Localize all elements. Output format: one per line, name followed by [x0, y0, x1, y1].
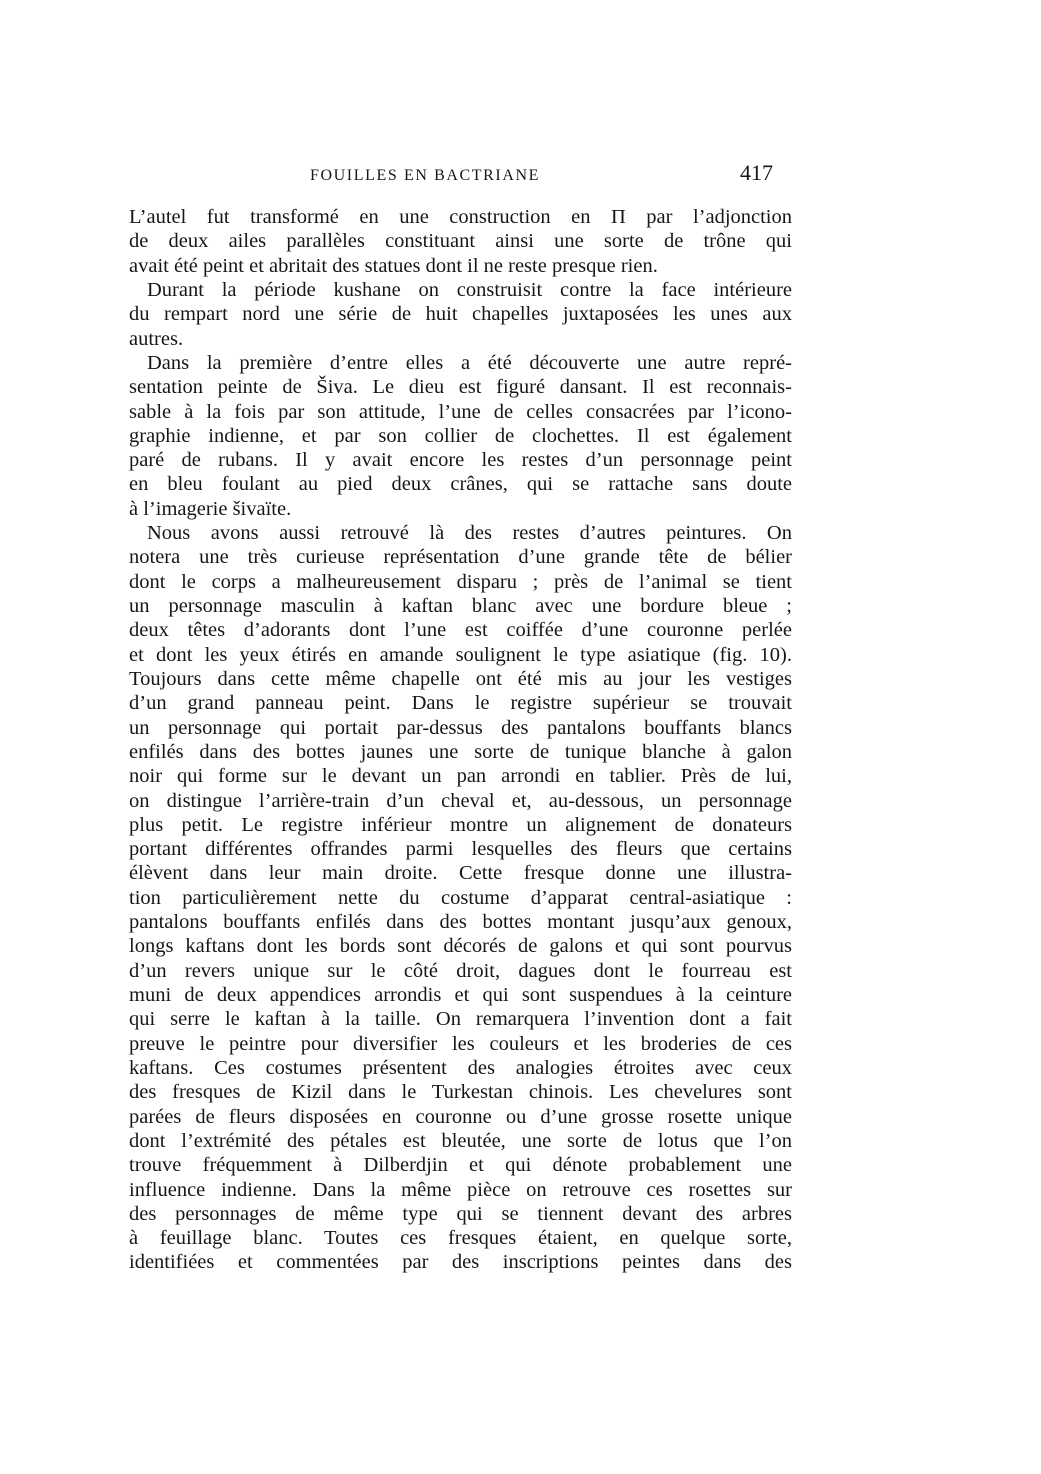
text-line: graphie indienne, et par son collier de clochettes. Il est également [129, 424, 792, 447]
text-line: L’autel fut transformé en une construction en Π par l’adjonction [129, 206, 792, 228]
text-line: de deux ailes parallèles constituant ainsi une sorte de trône qui [129, 230, 792, 253]
body-text [129, 205, 792, 1275]
text-line: muni de deux appendices arrondis et qui sont suspendues à la ceinture [129, 984, 792, 1006]
text-line: des fresques de Kizil dans le Turkestan chinois. Les chevelures sont [129, 1081, 792, 1104]
text-line: dont le corps a malheureusement disparu ; près de l’animal se tient [129, 570, 792, 593]
text-line: portant différentes offrandes parmi lesquelles des fleurs que certains [129, 838, 792, 861]
text-line: tion particulièrement nette du costume d’apparat central-asiatique : [129, 886, 792, 909]
text-line: à feuillage blanc. Toutes ces fresques étaient, en quelque sorte, [129, 1227, 792, 1250]
page-number: 417 [740, 160, 773, 185]
text-line: en bleu foulant au pied deux crânes, qui se rattache sans doute [129, 473, 792, 496]
text-line: du rempart nord une série de huit chapelles juxtaposées les unes aux [129, 303, 792, 326]
text-line: Dans la première d’entre elles a été découverte une autre repré- [147, 351, 792, 374]
text-line: pantalons bouffants enfilés dans des bottes montant jusqu’aux genoux, [129, 911, 792, 934]
text-line: un personnage qui portait par-dessus des pantalons bouffants blancs [129, 716, 792, 739]
text-line: élèvent dans leur main droite. Cette fresque donne une illustra- [129, 862, 792, 885]
text-line: identifiées et commentées par des inscriptions peintes dans des [129, 1251, 792, 1274]
text-line: plus petit. Le registre inférieur montre un alignement de donateurs [129, 813, 792, 836]
text-line: parées de fleurs disposées en couronne ou d’une grosse rosette unique [129, 1105, 792, 1128]
text-line: preuve le peintre pour diversifier les couleurs et les broderies de ces [129, 1032, 792, 1055]
text-line: avait été peint et abritait des statues dont il ne reste presque rien. [129, 254, 658, 277]
text-line: et dont les yeux étirés en amande soulignent le type asiatique (fig. 10). [129, 643, 792, 666]
text-line: des personnages de même type qui se tiennent devant des arbres [129, 1202, 792, 1225]
text-line: un personnage masculin à kaftan blanc avec une bordure bleue ; [129, 595, 792, 617]
text-line: d’un grand panneau peint. Dans le registre supérieur se trouvait [129, 692, 792, 715]
text-line: qui serre le kaftan à la taille. On remarquera l’invention dont a fait [129, 1008, 792, 1031]
text-line: Nous avons aussi retrouvé là des restes d’autres peintures. On [147, 522, 792, 545]
text-line: Durant la période kushane on construisit contre la face intérieure [147, 278, 792, 301]
text-line: enfilés dans des bottes jaunes une sorte de tunique blanche à galon [129, 740, 792, 763]
text-line: influence indienne. Dans la même pièce on retrouve ces rosettes sur [129, 1178, 792, 1201]
running-head: FOUILLES EN BACTRIANE [310, 167, 541, 184]
text-line: noir qui forme sur le devant un pan arrondi en tablier. Près de lui, [129, 765, 792, 788]
text-line: deux têtes d’adorants dont l’une est coiffée d’une couronne perlée [129, 619, 792, 642]
text-line: on distingue l’arrière-train d’un cheval et, au-dessous, un personnage [129, 789, 792, 812]
text-line: paré de rubans. Il y avait encore les restes d’un personnage peint [129, 449, 792, 472]
text-line: kaftans. Ces costumes présentent des analogies étroites avec ceux [129, 1056, 792, 1079]
text-line: d’un revers unique sur le côté droit, dagues dont le fourreau est [129, 959, 792, 982]
text-line: dont l’extrémité des pétales est bleutée, une sorte de lotus que l’on [129, 1129, 792, 1152]
text-line: Toujours dans cette même chapelle ont été mis au jour les vestiges [129, 667, 792, 690]
text-line: à l’imagerie šivaïte. [129, 497, 292, 520]
text-line: sable à la fois par son attitude, l’une de celles consacrées par l’icono- [129, 400, 792, 423]
text-line: longs kaftans dont les bords sont décorés de galons et qui sont pourvus [129, 935, 792, 958]
text-line: sentation peinte de Šiva. Le dieu est figuré dansant. Il est reconnais- [129, 376, 792, 399]
text-line: trouve fréquemment à Dilberdjin et qui dénote probablement une [129, 1154, 792, 1177]
text-line: notera une très curieuse représentation d’une grande tête de bélier [129, 546, 792, 569]
text-line: autres. [129, 327, 184, 350]
